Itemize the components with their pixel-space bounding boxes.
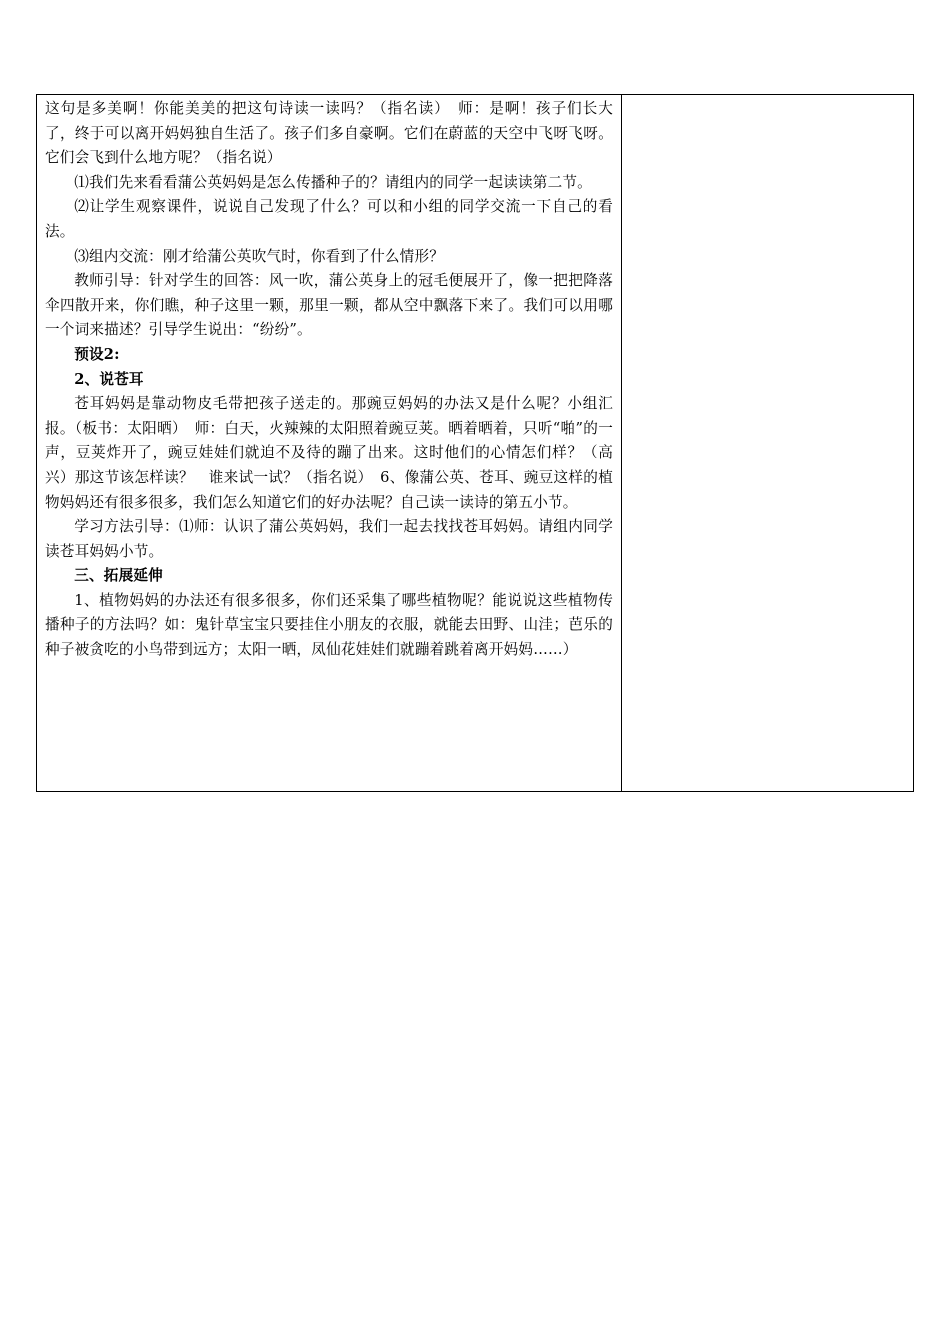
paragraph-method-guide: 学习方法引导：⑴师：认识了蒲公英妈妈，我们一起去找找苍耳妈妈。请组内同学读苍耳妈妈小节。 (45, 518, 613, 560)
paragraph-cocklebur: 苍耳妈妈是靠动物皮毛带把孩子送走的。那豌豆妈妈的办法又是什么呢？小组汇报。（板书：太阳晒） 师：白天，火辣辣的太阳照着豌豆荚。晒着晒着，只听“啪”的一声，豆荚炸开了，豌豆娃娃们就迫不及待的蹦了出来。这时他们的心情怎们样？（高兴）那这节该怎样读？ 谁来试一试？（指名说） 6、像蒲公英、苍耳、豌豆这样的植物妈妈还有很多很多，我们怎么知道它们的好办法呢？自己读一读诗的第五小节。 (45, 395, 613, 511)
paragraph-step-2: ⑵让学生观察课件，说说自己发现了什么？可以和小组的同学交流一下自己的看法。 (45, 198, 613, 240)
notes-cell (622, 95, 913, 791)
lesson-content-cell (37, 95, 622, 791)
lesson-table (36, 94, 914, 792)
paragraph-extension: 1、植物妈妈的办法还有很多很多，你们还采集了哪些植物呢？能说说这些植物传播种子的方法吗？如：鬼针草宝宝只要挂住小朋友的衣服，就能去田野、山洼；芭乐的种子被贪吃的小鸟带到远方；太阳一晒，凤仙花娃娃们就蹦着跳着离开妈妈……） (45, 591, 613, 659)
heading-cocklebur: 2、说苍耳 (74, 370, 144, 388)
paragraph-intro: 这句是多美啊！你能美美的把这句诗读一读吗？（指名读） 师：是啊！孩子们长大了，终于可以离开妈妈独自生活了。孩子们多自豪啊。它们在蔚蓝的天空中飞呀飞呀。它们会飞到什么地方呢？（指名说） (45, 100, 613, 167)
heading-preset-2: 预设2: (74, 345, 120, 363)
paragraph-step-1: ⑴我们先来看看蒲公英妈妈是怎么传播种子的？请组内的同学一起读读第二节。 (74, 173, 592, 191)
paragraph-teacher-guide: 教师引导：针对学生的回答：风一吹，蒲公英身上的冠毛便展开了，像一把把降落伞四散开来，你们瞧，种子这里一颗，那里一颗，都从空中飘落下来了。我们可以用哪一个词来描述？引导学生说出：“纷纷”。 (45, 272, 613, 339)
heading-extension: 三、拓展延伸 (74, 567, 163, 585)
paragraph-step-3: ⑶组内交流：刚才给蒲公英吹气时，你看到了什么情形？ (74, 247, 445, 265)
